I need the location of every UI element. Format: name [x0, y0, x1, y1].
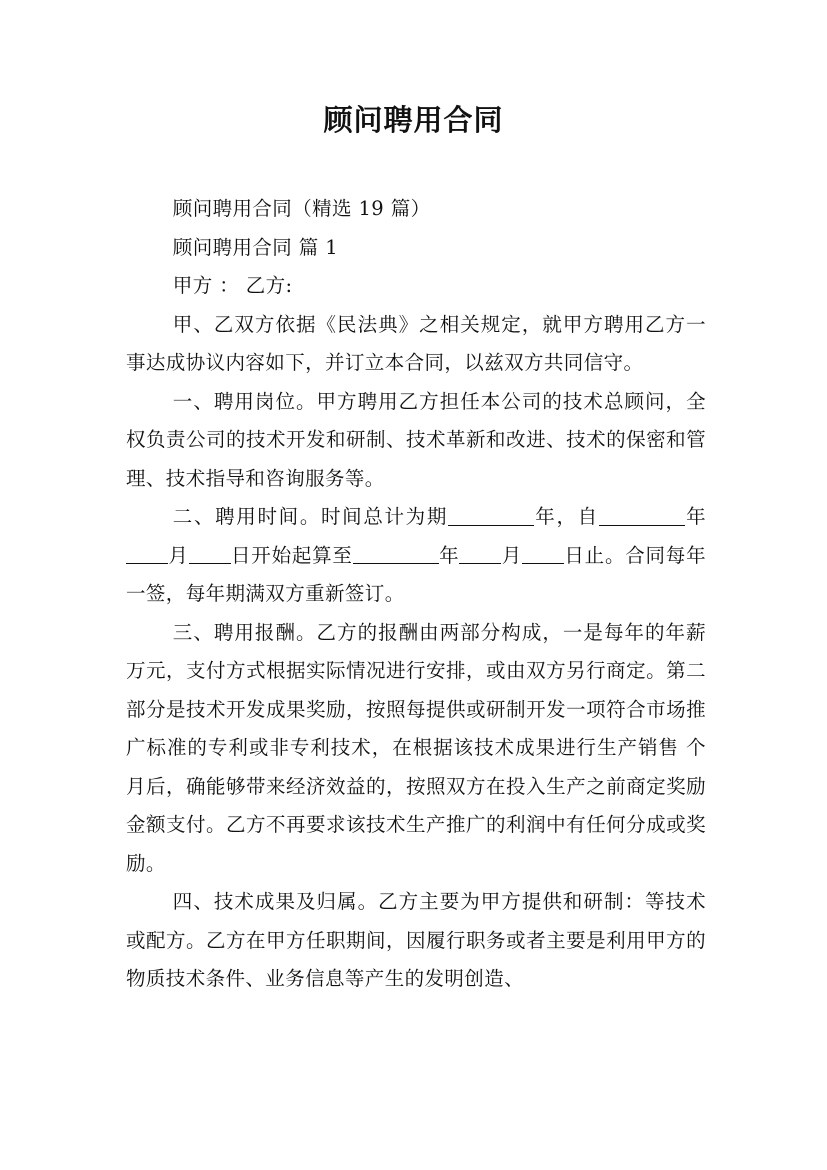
clause-1-paragraph: 一、聘用岗位。甲方聘用乙方担任本公司的技术总顾问，全权负责公司的技术开发和研制、技术革新和改进、技术的保密和管理、技术指导和咨询服务等。: [126, 389, 706, 490]
start-month-blank: [126, 544, 168, 565]
clause-2-paragraph: [126, 498, 706, 614]
document-subtitle: 顾问聘用合同（精选 19 篇）: [172, 197, 431, 220]
document-body: [126, 190, 706, 999]
clause-2-text: 二、聘用时间。时间总计为期: [172, 505, 449, 528]
start-year-blank: [599, 505, 685, 526]
clause-4-paragraph: 四、技术成果及归属。乙方主要为甲方提供和研制：等技术或配方。乙方在甲方任职期间，因履行职务或者主要是利用甲方的物质技术条件、业务信息等产生的发明创造、: [126, 890, 706, 990]
clause-2-text: 年，自: [534, 505, 599, 528]
document-title: 顾问聘用合同: [323, 103, 504, 137]
clause-2-text: 月: [501, 543, 523, 567]
end-year-blank: [353, 544, 439, 565]
parties-line: 甲方 ： 乙方:: [172, 274, 293, 297]
start-day-blank: [189, 544, 231, 565]
clause-2-text: 日止。合同每年一签，每年期满双方重新签订。: [126, 543, 706, 605]
section-heading: 顾问聘用合同 篇 1: [172, 235, 339, 259]
end-month-blank: [459, 544, 501, 565]
clause-3-paragraph: 三、聘用报酬。乙方的报酬由两部分构成，一是每年的年薪 万元，支付方式根据实际情况进行安排，或由双方另行商定。第二部分是技术开发成果奖励，按照每提供或研制开发一项符合市场推广标准的专利或非专利技术，在根据该技术成果进行生产销售 个月后，确能够带来经济效益的，按照双方在投入生产之前商定奖励金额支付。乙方不再要求该技术生产推广的利润中有任何分成或奖励。: [126, 620, 706, 875]
clause-2-text: 日开始起算至: [230, 543, 353, 567]
term-years-blank: [448, 505, 534, 526]
clause-2-text: 月: [168, 543, 189, 567]
clause-2-text: 年: [684, 505, 706, 528]
intro-paragraph: 甲、乙双方依据《民法典》之相关规定，就甲方聘用乙方一事达成协议内容如下，并订立本合同，以兹双方共同信守。: [126, 312, 706, 374]
clause-2-text: 年: [438, 543, 460, 567]
end-day-blank: [522, 544, 564, 565]
